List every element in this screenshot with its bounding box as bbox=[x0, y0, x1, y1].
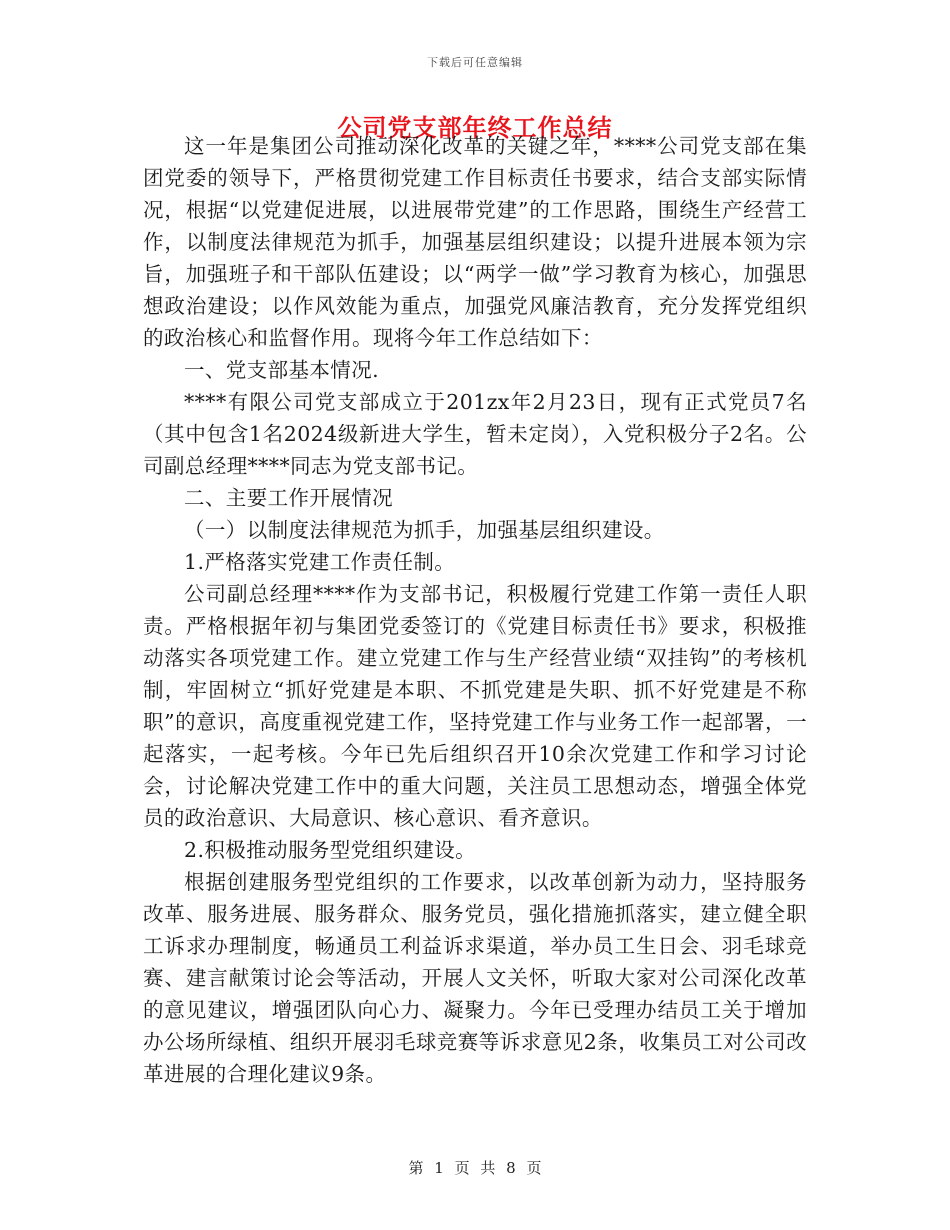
paragraph-item-1: 公司副总经理****作为支部书记，积极履行党建工作第一责任人职责。严格根据年初与集团党委签订的《党建目标责任书》要求，积极推动落实各项党建工作。建立党建工作与生产经营业绩“双挂钩”的考核机制，牢固树立“抓好党建是本职、不抓党建是失职、抓不好党建是不称职”的意识，高度重视党建工作，坚持党建工作与业务工作一起部署，一起落实，一起考核。今年已先后组织召开10余次党建工作和学习讨论会，讨论解决党建工作中的重大问题，关注员工思想动态，增强全体党员的政治意识、大局意识、核心意识、看齐意识。 bbox=[143, 582, 807, 830]
heading-item-2: 2.积极推动服务型党组织建设。 bbox=[184, 838, 477, 862]
document-title: 公司党支部年终工作总结 bbox=[337, 113, 613, 142]
heading-section-2: 二、主要工作开展情况 bbox=[184, 486, 393, 510]
paragraph-intro: 这一年是集团公司推动深化改革的关键之年，****公司党支部在集团党委的领导下，严格贯彻党建工作目标责任书要求，结合支部实际情况，根据“以党建促进展，以进展带党建”的工作思路，围绕生产经营工作，以制度法律规范为抓手，加强基层组织建设；以提升进展本领为宗旨，加强班子和干部队伍建设；以“两学一做”学习教育为核心，加强思想政治建设；以作风效能为重点，加强党风廉洁教育，充分发挥党组织的政治核心和监督作用。现将今年工作总结如下： bbox=[143, 134, 807, 350]
heading-item-1: 1.严格落实党建工作责任制。 bbox=[184, 550, 456, 574]
page-header-note: 下载后可任意编辑 bbox=[427, 56, 523, 69]
paragraph-item-2: 根据创建服务型党组织的工作要求，以改革创新为动力，坚持服务改革、服务进展、服务群众、服务党员，强化措施抓落实，建立健全职工诉求办理制度，畅通员工利益诉求渠道，举办员工生日会、羽毛球竞赛、建言献策讨论会等活动，开展人文关怀，听取大家对公司深化改革的意见建议，增强团队向心力、凝聚力。今年已受理办结员工关于增加办公场所绿植、组织开展羽毛球竞赛等诉求意见2条，收集员工对公司改革进展的合理化建议9条。 bbox=[143, 870, 807, 1086]
heading-section-1: 一、党支部基本情况. bbox=[184, 358, 380, 382]
page-number-footer: 第 1 页 共 8 页 bbox=[408, 1159, 542, 1177]
document-body bbox=[143, 130, 807, 1090]
paragraph-basic-info: ****有限公司党支部成立于201zx年2月23日，现有正式党员7名（其中包含1名2024级新进大学生，暂未定岗），入党积极分子2名。公司副总经理****同志为党支部书记。 bbox=[143, 390, 807, 478]
heading-subsection-1: （一）以制度法律规范为抓手，加强基层组织建设。 bbox=[184, 518, 665, 542]
